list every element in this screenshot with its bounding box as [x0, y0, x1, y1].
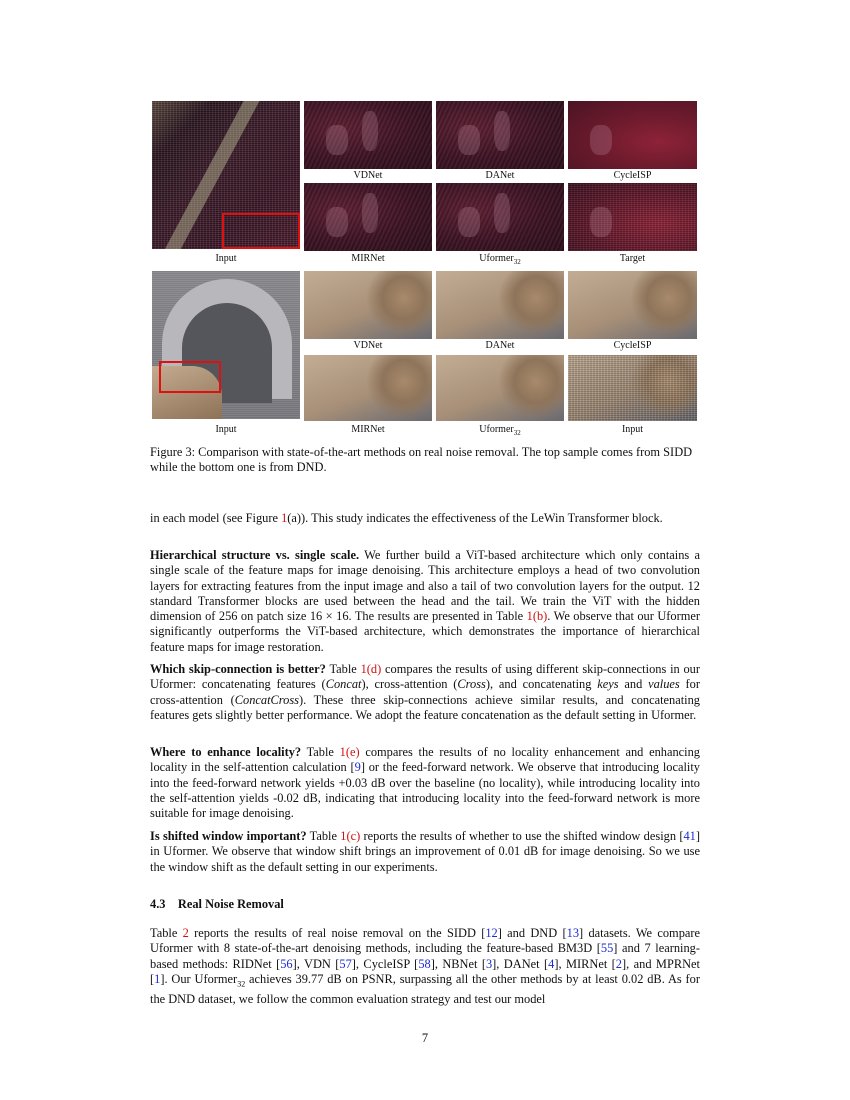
- label-danet-bottom: DANet: [485, 340, 515, 351]
- citation-link[interactable]: 55: [600, 941, 614, 956]
- dnd-input-image: [152, 271, 300, 419]
- label-uformer-bottom: Uformer$_{32}$: [479, 424, 521, 437]
- dnd-danet-image: [436, 271, 564, 339]
- label-uformer-top: Uformer$_{32}$: [479, 253, 521, 266]
- table-ref-link[interactable]: 2: [182, 926, 189, 940]
- figure-caption: Figure 3: Comparison with state-of-the-art methods on real noise removal. The top sample comes from SIDD while the bottom one is from DND.: [150, 445, 693, 474]
- paragraph-heading: Where to enhance locality?: [150, 745, 302, 759]
- paragraph-shifted-window: Is shifted window important? Table 1(c) reports the results of whether to use the shifted window design [41] in Uformer. We observe that window shift brings an improvement of 0.01 dB for image denoising. So we use the window shift as the default setting in our experiments.: [150, 829, 700, 874]
- sidd-input-image: [152, 101, 300, 249]
- citation-link[interactable]: 41: [683, 829, 696, 843]
- label-vdnet-bottom: VDNet: [353, 340, 383, 351]
- figure-ref-link[interactable]: 1: [281, 511, 288, 525]
- citation-link[interactable]: 2: [615, 956, 622, 971]
- paragraph-skip-connection: Which skip-connection is better? Table 1(d) compares the results of using different skip-connections in our Uformer: concatenating features (Concat), cross-attention (Cross), and concatenating keys and values for cross-attention (ConcatCross). These three skip-connections achieve similar results, and concatenating features gets slightly better performance. We adopt the feature concatenation as the default setting in Uformer.: [150, 662, 701, 722]
- sidd-uformer-image: [436, 183, 564, 251]
- citation-link[interactable]: 1: [154, 971, 161, 986]
- label-input-crop-bottom: Input: [621, 424, 644, 435]
- label-mirnet-bottom: MIRNet: [351, 424, 385, 435]
- dnd-uformer-image: [436, 355, 564, 421]
- label-cycleisp-bottom: CycleISP: [613, 340, 652, 351]
- sidd-mirnet-image: [304, 183, 432, 251]
- paragraph-locality: Where to enhance locality? Table 1(e) compares the results of no locality enhancement and enhancing locality in the self-attention calculation [9] or the feed-forward network. We observe that introducing locality into the feed-forward network yields +0.03 dB over the baseline (no locality), while introducing locality into the self-attention yields -0.02 dB, indicating that introducing locality into the feed-forward network is more suitable for image denoising.: [150, 745, 701, 821]
- table-ref-link[interactable]: 1(d): [360, 662, 382, 676]
- page-number: 7: [421, 1031, 429, 1045]
- table-ref-link[interactable]: 1(e): [339, 745, 360, 759]
- paragraph-hierarchical: Hierarchical structure vs. single scale. We further build a ViT-based architecture which only contains a single scale of the feature maps for image denoising. This architecture employs a head of two convolution layers for extracting features from the input image and also a tail of two convolution layers for the output. 12 standard Transformer blocks are used between the head and the tail. We train the ViT with the hidden dimension of 256 on patch size 16 × 16. The results are presented in Table 1(b). We observe that our Uformer significantly outperforms the ViT-based architecture, which demonstrates the importance of hierarchical feature maps for image restoration.: [150, 548, 700, 654]
- sidd-vdnet-image: [304, 101, 432, 169]
- paragraph-heading: Hierarchical structure vs. single scale.: [150, 548, 360, 562]
- citation-link[interactable]: 9: [354, 760, 361, 775]
- label-target-top: Target: [619, 253, 646, 264]
- citation-link[interactable]: 12: [485, 926, 498, 940]
- sidd-cycleisp-image: [568, 101, 697, 169]
- table-ref-link[interactable]: 1(b): [526, 609, 548, 624]
- label-vdnet-top: VDNet: [353, 170, 383, 181]
- dnd-cycleisp-image: [568, 271, 697, 339]
- label-input-top: Input: [215, 253, 237, 264]
- citation-link[interactable]: 56: [280, 956, 293, 971]
- citation-link[interactable]: 57: [339, 956, 352, 971]
- paragraph-heading: Which skip-connection is better?: [150, 662, 326, 676]
- dnd-input-crop-image: [568, 355, 697, 421]
- citation-link[interactable]: 58: [418, 956, 431, 971]
- citation-link[interactable]: 4: [548, 956, 555, 971]
- label-danet-top: DANet: [485, 170, 515, 181]
- label-input-bottom: Input: [215, 424, 237, 435]
- citation-link[interactable]: 13: [566, 926, 580, 940]
- citation-link[interactable]: 3: [485, 956, 493, 971]
- paragraph-real-noise: Table 2 reports the results of real noise removal on the SIDD [12] and DND [13] datasets. We compare Uformer with 8 state-of-the-art denoising methods, including the feature-based BM3D [55] and 7 learning-based methods: RIDNet [56], VDN [57], CycleISP [58], NBNet [3], DANet [4], MIRNet [2], and MPRNet [1]. Our Uformer$_{32}$ achieves 39.77 dB on PSNR, surpassing all the other methods by at least 0.02 dB. As for the DND dataset, we follow the common evaluation strategy and test our model: [150, 926, 701, 1006]
- zoom-region-box: [159, 361, 221, 393]
- zoom-region-box: [222, 213, 300, 249]
- paragraph-heading: Is shifted window important?: [150, 829, 307, 843]
- paragraph-continuation: in each model (see Figure 1(a)). This study indicates the effectiveness of the LeWin Transformer block.: [150, 511, 663, 525]
- dnd-mirnet-image: [304, 355, 432, 421]
- label-mirnet-top: MIRNet: [351, 253, 385, 264]
- dnd-vdnet-image: [304, 271, 432, 339]
- sidd-target-image: [568, 183, 697, 251]
- section-heading: 4.3 Real Noise Removal: [150, 897, 284, 911]
- sidd-danet-image: [436, 101, 564, 169]
- table-ref-link[interactable]: 1(c): [340, 829, 361, 843]
- label-cycleisp-top: CycleISP: [613, 170, 652, 181]
